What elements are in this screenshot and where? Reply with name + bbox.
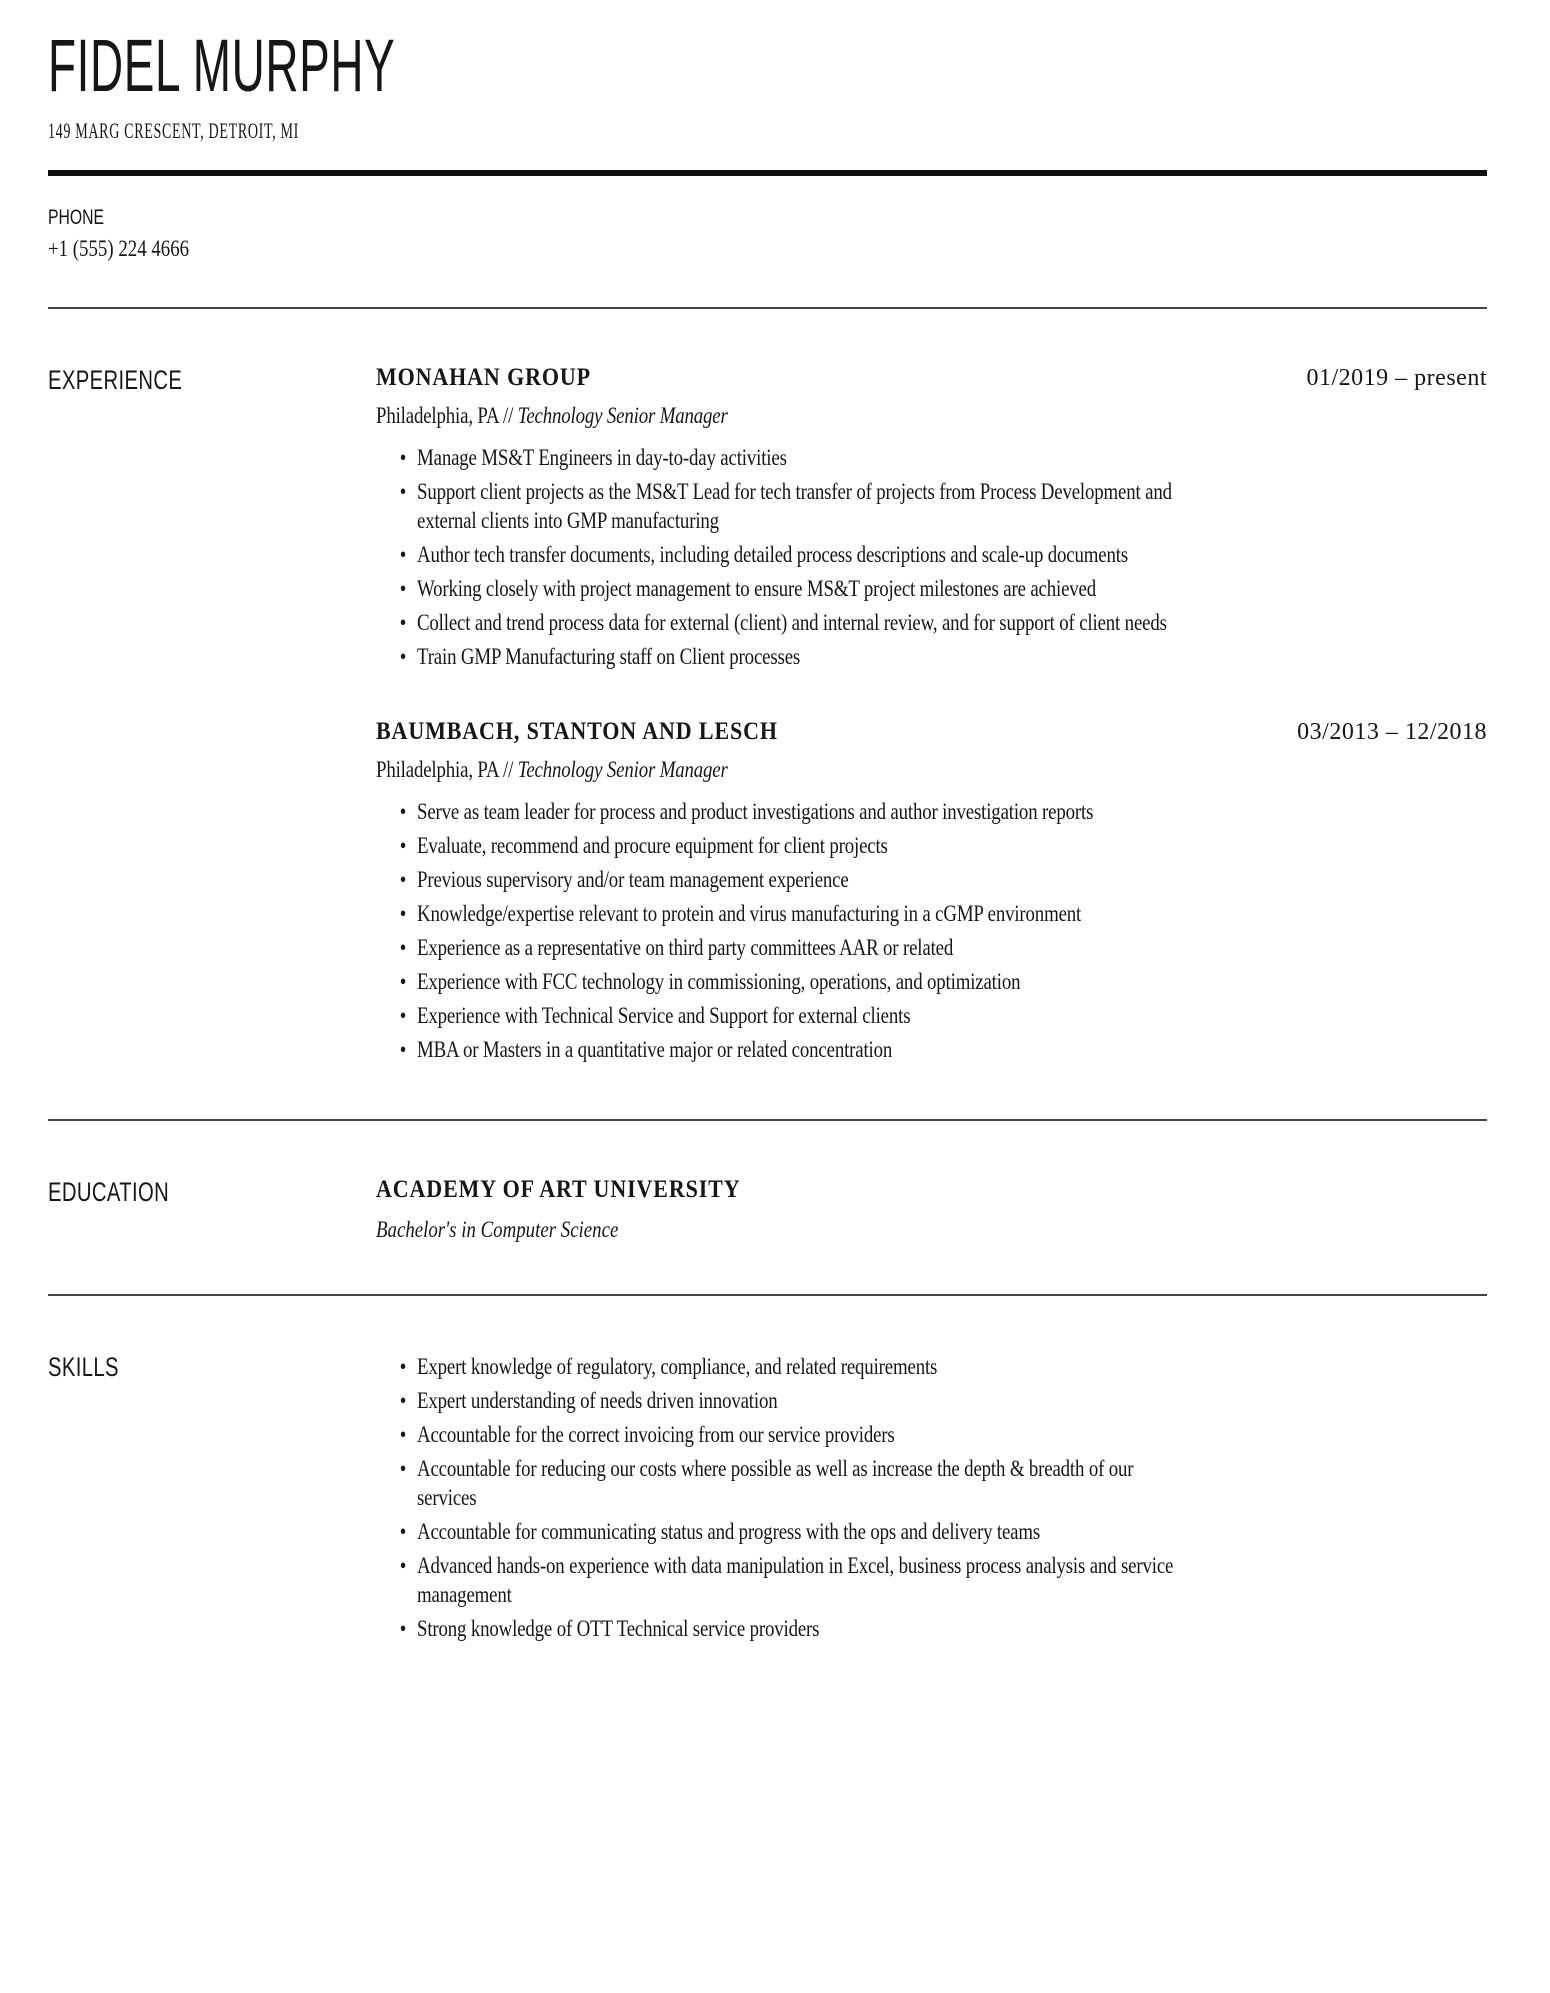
skill-bullet: • Strong knowledge of OTT Technical service providers [417, 1614, 1180, 1643]
job-bullet: • Support client projects as the MS&T Lead for tech transfer of projects from Process Development and external clients into GMP manufacturing [417, 477, 1180, 535]
experience-body [376, 363, 1487, 1069]
job-location-role [376, 401, 1180, 430]
job-bullet: • Experience with Technical Service and Support for external clients [417, 1001, 1180, 1030]
location-role-separator: // [502, 403, 514, 428]
job-bullet: • Experience as a representative on third party committees AAR or related [417, 933, 1180, 962]
job-details [376, 401, 1180, 671]
person-address: 149 MARG CRESCENT, DETROIT, MI [48, 118, 299, 143]
section-skills [48, 1296, 1487, 1698]
section-label-experience: EXPERIENCE [48, 365, 183, 395]
location-role-separator: // [502, 757, 514, 782]
person-name: FIDEL MURPHY [48, 24, 396, 107]
skill-bullet: • Accountable for communicating status and progress with the ops and delivery teams [417, 1517, 1180, 1546]
job-bullet: • Author tech transfer documents, including detailed process descriptions and scale-up documents [417, 540, 1180, 569]
job-entry [376, 363, 1487, 671]
skill-bullet: • Accountable for the correct invoicing from our service providers [417, 1420, 1180, 1449]
company-name: MONAHAN GROUP [376, 364, 591, 391]
skill-bullet: • Accountable for reducing our costs where possible as well as increase the depth & breadth of our services [417, 1454, 1180, 1512]
job-bullet: • Previous supervisory and/or team management experience [417, 865, 1180, 894]
job-role: Technology Senior Manager [517, 403, 728, 428]
job-bullet: • Experience with FCC technology in commissioning, operations, and optimization [417, 967, 1180, 996]
section-experience [48, 309, 1487, 1119]
job-bullet: • Serve as team leader for process and product investigations and author investigation reports [417, 797, 1180, 826]
education-body [376, 1175, 1487, 1244]
job-list [376, 363, 1487, 1064]
skill-bullet: • Expert understanding of needs driven innovation [417, 1386, 1180, 1415]
job-location-role [376, 755, 1180, 784]
degree: Bachelor's in Computer Science [376, 1217, 619, 1242]
phone-value: +1 (555) 224 4666 [48, 236, 190, 261]
job-bullet-list [376, 797, 1180, 1064]
job-details [376, 755, 1180, 1064]
job-location: Philadelphia, PA [376, 757, 499, 782]
job-bullet: • Manage MS&T Engineers in day-to-day activities [417, 443, 1180, 472]
school-name: ACADEMY OF ART UNIVERSITY [376, 1176, 741, 1203]
header-divider [48, 170, 1487, 176]
job-bullet-list [376, 443, 1180, 671]
section-education [48, 1121, 1487, 1294]
section-label-education: EDUCATION [48, 1177, 170, 1207]
skill-bullet: • Expert knowledge of regulatory, compliance, and related requirements [417, 1352, 1180, 1381]
job-location: Philadelphia, PA [376, 403, 499, 428]
phone-label: PHONE [48, 206, 105, 229]
job-role: Technology Senior Manager [517, 757, 728, 782]
skills-bullet-list [376, 1350, 1180, 1643]
job-bullet: • Evaluate, recommend and procure equipment for client projects [417, 831, 1180, 860]
job-header [376, 717, 1487, 747]
section-label-skills: SKILLS [48, 1352, 119, 1382]
job-bullet: • Collect and trend process data for external (client) and internal review, and for support of client needs [417, 608, 1180, 637]
company-name: BAUMBACH, STANTON AND LESCH [376, 718, 778, 745]
skill-bullet: • Advanced hands-on experience with data manipulation in Excel, business process analysis and service management [417, 1551, 1180, 1609]
job-bullet: • Working closely with project management to ensure MS&T project milestones are achieved [417, 574, 1180, 603]
skills-body [376, 1350, 1487, 1648]
job-header [376, 363, 1487, 393]
job-bullet: • Train GMP Manufacturing staff on Client processes [417, 642, 1180, 671]
job-dates: 01/2019 – present [1306, 365, 1487, 391]
skills-details [376, 1350, 1180, 1643]
job-bullet: • MBA or Masters in a quantitative major or related concentration [417, 1035, 1180, 1064]
job-entry [376, 717, 1487, 1064]
job-bullet: • Knowledge/expertise relevant to protein and virus manufacturing in a cGMP environment [417, 899, 1180, 928]
job-dates: 03/2013 – 12/2018 [1297, 719, 1487, 745]
